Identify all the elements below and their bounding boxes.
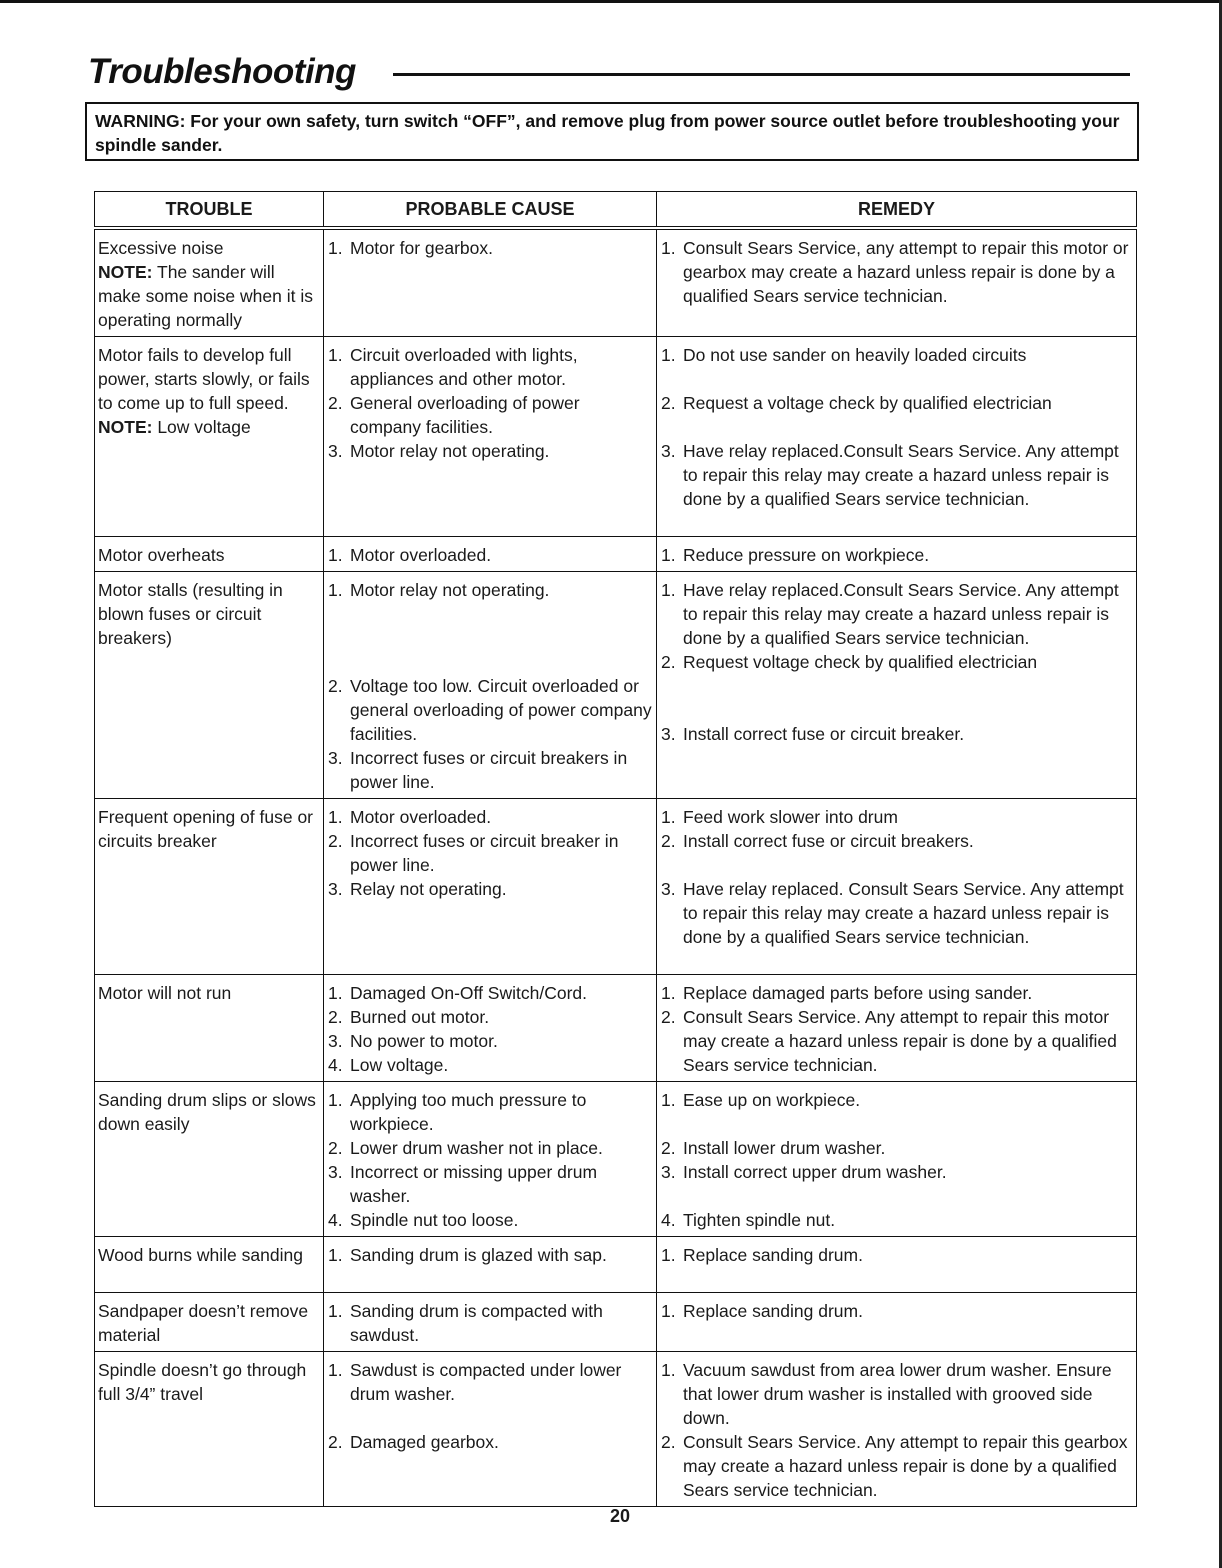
list-item: 1. Have relay replaced.Consult Sears Service. Any attempt to repair this relay may create a hazard unless repair is done by a qualified Sears service technician. [661,580,1119,648]
table-row [95,1082,1137,1237]
trouble-cell [95,228,324,337]
trouble-note [98,260,319,332]
trouble-text: Motor overheats [98,545,225,565]
cause-cell [324,799,657,975]
page-number: 20 [609,1506,631,1526]
table-row [95,228,1137,337]
remedy-cell [657,572,1137,799]
trouble-text: Motor stalls (resulting in blown fuses or circuit breakers) [98,580,283,648]
list-item: 1. Reduce pressure on workpiece. [661,545,930,565]
remedy-cell [657,337,1137,537]
trouble-note [98,415,319,439]
list-item: 4. Tighten spindle nut. [661,1210,836,1230]
header-trouble: TROUBLE [95,192,324,229]
list-item: 1. Motor overloaded. [328,807,492,827]
list-item: 1. Applying too much pressure to workpiece. [328,1090,587,1134]
list-item: 2. Request voltage check by qualified electrician [661,652,1038,672]
trouble-text: Motor will not run [98,983,232,1003]
scan-edge-top [0,0,1222,3]
list-item: 2. General overloading of power company facilities. [328,393,580,437]
list-item: 3. Motor relay not operating. [328,441,550,461]
list-item: 3. Install correct upper drum washer. [661,1162,947,1182]
list-item: 3. Have relay replaced. Consult Sears Service. Any attempt to repair this relay may create a hazard unless repair is done by a qualified Sears service technician. [661,879,1124,947]
list-item: 1. Sawdust is compacted under lower drum washer. [328,1360,622,1404]
list-item: 1. Circuit overloaded with lights, appliances and other motor. [328,345,578,389]
remedy-cell [657,975,1137,1082]
table-row [95,1237,1137,1293]
trouble-text: Spindle doesn’t go through full 3/4” travel [98,1360,307,1404]
remedy-cell [657,537,1137,572]
table-row [95,337,1137,537]
list-item: 4. Low voltage. [328,1055,449,1075]
list-item: 2. Request a voltage check by qualified electrician [661,393,1052,413]
trouble-cell [95,337,324,537]
list-item: 2. Incorrect fuses or circuit breaker in power line. [328,831,619,875]
cause-cell [324,537,657,572]
list-item: 1. Replace sanding drum. [661,1301,863,1321]
trouble-text: Frequent opening of fuse or circuits breaker [98,807,314,851]
list-item: 3. Incorrect or missing upper drum washer. [328,1162,598,1206]
trouble-cell [95,1237,324,1293]
note-label: NOTE: [98,417,153,437]
list-item: 1. Replace sanding drum. [661,1245,863,1265]
note-text: The sander will make some noise when it is operating normally [98,262,313,330]
trouble-text: Sandpaper doesn’t remove material [98,1301,309,1345]
list-item: 3. Relay not operating. [328,879,507,899]
cause-cell [324,1352,657,1507]
remedy-cell [657,1237,1137,1293]
header-remedy: REMEDY [657,192,1137,229]
remedy-cell [657,1352,1137,1507]
list-item: 2. Lower drum washer not in place. [328,1138,603,1158]
list-item: 1. Do not use sander on heavily loaded circuits [661,345,1027,365]
warning-box: WARNING: For your own safety, turn switch “OFF”, and remove plug from power source outlet before troubleshooting your spindle sander. [85,102,1139,161]
trouble-cell [95,537,324,572]
header-probable-cause: PROBABLE CAUSE [324,192,657,229]
trouble-cell [95,1352,324,1507]
list-item: 2. Install lower drum washer. [661,1138,886,1158]
list-item: 1. Sanding drum is glazed with sap. [328,1245,607,1265]
list-item: 1. Consult Sears Service, any attempt to repair this motor or gearbox may create a hazard unless repair is done by a qualified Sears service technician. [661,238,1129,306]
list-item: 1. Damaged On-Off Switch/Cord. [328,983,587,1003]
table-row [95,1293,1137,1352]
cause-cell [324,228,657,337]
trouble-cell [95,799,324,975]
list-item: 2. Consult Sears Service. Any attempt to repair this gearbox may create a hazard unless repair is done by a qualified Sears service technician. [661,1432,1128,1500]
table-row [95,572,1137,799]
cause-cell [324,1082,657,1237]
trouble-text: Wood burns while sanding [98,1245,303,1265]
list-item: 2. Burned out motor. [328,1007,490,1027]
trouble-text: Sanding drum slips or slows down easily [98,1090,316,1134]
list-item: 3. Incorrect fuses or circuit breakers in power line. [328,748,628,792]
list-item: 2. Install correct fuse or circuit breakers. [661,831,974,851]
list-item: 2. Consult Sears Service. Any attempt to repair this motor may create a hazard unless repair is done by a qualified Sears service technician. [661,1007,1117,1075]
troubleshooting-table [94,191,1137,1507]
remedy-cell [657,228,1137,337]
table-row [95,975,1137,1082]
page-title: Troubleshooting [88,52,356,91]
cause-cell [324,1293,657,1352]
list-item: 3. No power to motor. [328,1031,498,1051]
table-header-row [95,192,1137,229]
list-item: 2. Voltage too low. Circuit overloaded or general overloading of power company facilities. [328,676,652,744]
table-row [95,1352,1137,1507]
cause-cell [324,572,657,799]
list-item: 1. Motor relay not operating. [328,580,550,600]
list-item: 4. Spindle nut too loose. [328,1210,519,1230]
table-row [95,799,1137,975]
trouble-text: Motor fails to develop full power, starts slowly, or fails to come up to full speed. [98,345,310,413]
section-header [88,52,1130,102]
trouble-cell [95,1082,324,1237]
trouble-cell [95,572,324,799]
trouble-cell [95,1293,324,1352]
remedy-cell [657,1082,1137,1237]
note-label: NOTE: [98,262,153,282]
table-row [95,537,1137,572]
trouble-cell [95,975,324,1082]
list-item: 1. Motor for gearbox. [328,238,493,258]
list-item: 1. Replace damaged parts before using sander. [661,983,1033,1003]
cause-cell [324,975,657,1082]
list-item: 1. Feed work slower into drum [661,807,898,827]
cause-cell [324,1237,657,1293]
list-item: 1. Sanding drum is compacted with sawdust. [328,1301,603,1345]
remedy-cell [657,799,1137,975]
note-text: Low voltage [157,417,251,437]
remedy-cell [657,1293,1137,1352]
list-item: 1. Ease up on workpiece. [661,1090,861,1110]
list-item: 1. Vacuum sawdust from area lower drum washer. Ensure that lower drum washer is installed with grooved side down. [661,1360,1112,1428]
list-item: 3. Install correct fuse or circuit breaker. [661,724,965,744]
cause-cell [324,337,657,537]
list-item: 3. Have relay replaced.Consult Sears Service. Any attempt to repair this relay may create a hazard unless repair is done by a qualified Sears service technician. [661,441,1119,509]
trouble-text: Excessive noise [98,238,224,258]
list-item: 1. Motor overloaded. [328,545,492,565]
title-rule [393,73,1130,76]
list-item: 2. Damaged gearbox. [328,1432,499,1452]
